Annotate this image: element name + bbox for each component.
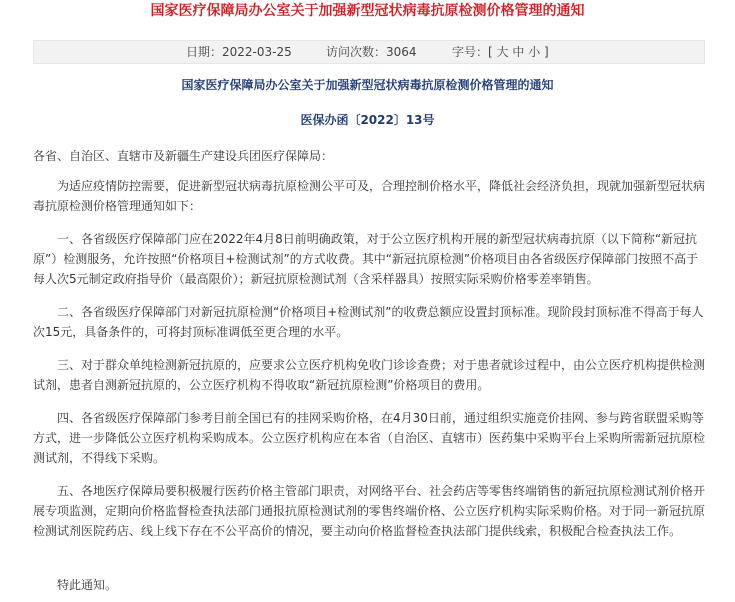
meta-bar bbox=[33, 40, 705, 64]
paragraph-1: 一、各省级医疗保障部门应在2022年4月8日前明确政策，对于公立医疗机构开展的新型冠状病毒抗原（以下简称“新冠抗原”）检测服务，允许按照“价格项目+检测试剂”的方式收费。其中“新冠抗原检测”价格项目由各省级医疗保障部门按照不高于每人次5元制定政府指导价（最高限价）；新冠抗原检测试剂（含采样器具）按照实际采购价格零差率销售。 bbox=[33, 232, 699, 286]
closing: 特此通知。 bbox=[57, 578, 118, 592]
publish-date bbox=[186, 41, 292, 63]
paragraph-3: 三、对于群众单纯检测新冠抗原的，应要求公立医疗机构免收门诊诊查费；对于患者就诊过程中，由公立医疗机构提供检测试剂，患者自测新冠抗原的，公立医疗机构不得收取“新冠抗原检测”价格项目的费用。 bbox=[33, 358, 706, 392]
document-number: 医保办函〔2022〕13号 bbox=[300, 113, 435, 127]
page-title: 国家医疗保障局办公室关于加强新型冠状病毒抗原检测价格管理的通知 bbox=[150, 3, 585, 19]
date-label: 日期： bbox=[186, 45, 223, 59]
font-size-large-button[interactable]: 大 bbox=[496, 45, 509, 59]
font-size-label: 字号： bbox=[452, 45, 489, 59]
date-value: 2022-03-25 bbox=[222, 45, 292, 59]
font-size-small-button[interactable]: 小 bbox=[528, 45, 541, 59]
visits-label: 访问次数： bbox=[326, 45, 387, 59]
visits-value: 3064 bbox=[386, 45, 417, 59]
visit-count bbox=[326, 41, 417, 63]
bracket-open: [ bbox=[488, 45, 497, 59]
paragraph-2: 二、各省级医疗保障部门对新冠抗原检测“价格项目+检测试剂”的收费总额应设置封顶标准。现阶段封顶标准不得高于每人次15元，具备条件的，可将封顶标准调低至更合理的水平。 bbox=[33, 305, 704, 339]
salutation: 各省、自治区、直辖市及新疆生产建设兵团医疗保障局： bbox=[33, 149, 334, 163]
paragraph-5: 五、各地医疗保障局要积极履行医药价格主管部门职责，对网络平台、社会药店等零售终端销售的新冠抗原检测试剂价格开展专项监测，定期向价格监督检查执法部门通报抗原检测试剂的零售终端价格、公立医疗机构实际采购价格。对于同一新冠抗原检测试剂医院药店、线上线下存在不公平高价的情况，要主动向价格监督检查执法部门提供线索，积极配合检查执法工作。 bbox=[33, 484, 706, 538]
font-size-control bbox=[452, 41, 549, 63]
font-size-medium-button[interactable]: 中 bbox=[512, 45, 525, 59]
document-title: 国家医疗保障局办公室关于加强新型冠状病毒抗原检测价格管理的通知 bbox=[181, 78, 554, 92]
paragraph-intro: 为适应疫情防控需要，促进新型冠状病毒抗原检测公平可及，合理控制价格水平，降低社会经济负担，现就加强新型冠状病毒抗原检测价格管理通知如下： bbox=[33, 179, 706, 213]
paragraph-4: 四、各省级医疗保障部门参考目前全国已有的挂网采购价格，在4月30日前，通过组织实施竞价挂网、参与跨省联盟采购等方式，进一步降低公立医疗机构采购成本。公立医疗机构应在本省（自治区、直辖市）医药集中采购平台上采购所需新冠抗原检测试剂，不得线下采购。 bbox=[33, 411, 706, 465]
bracket-close: ] bbox=[540, 45, 549, 59]
